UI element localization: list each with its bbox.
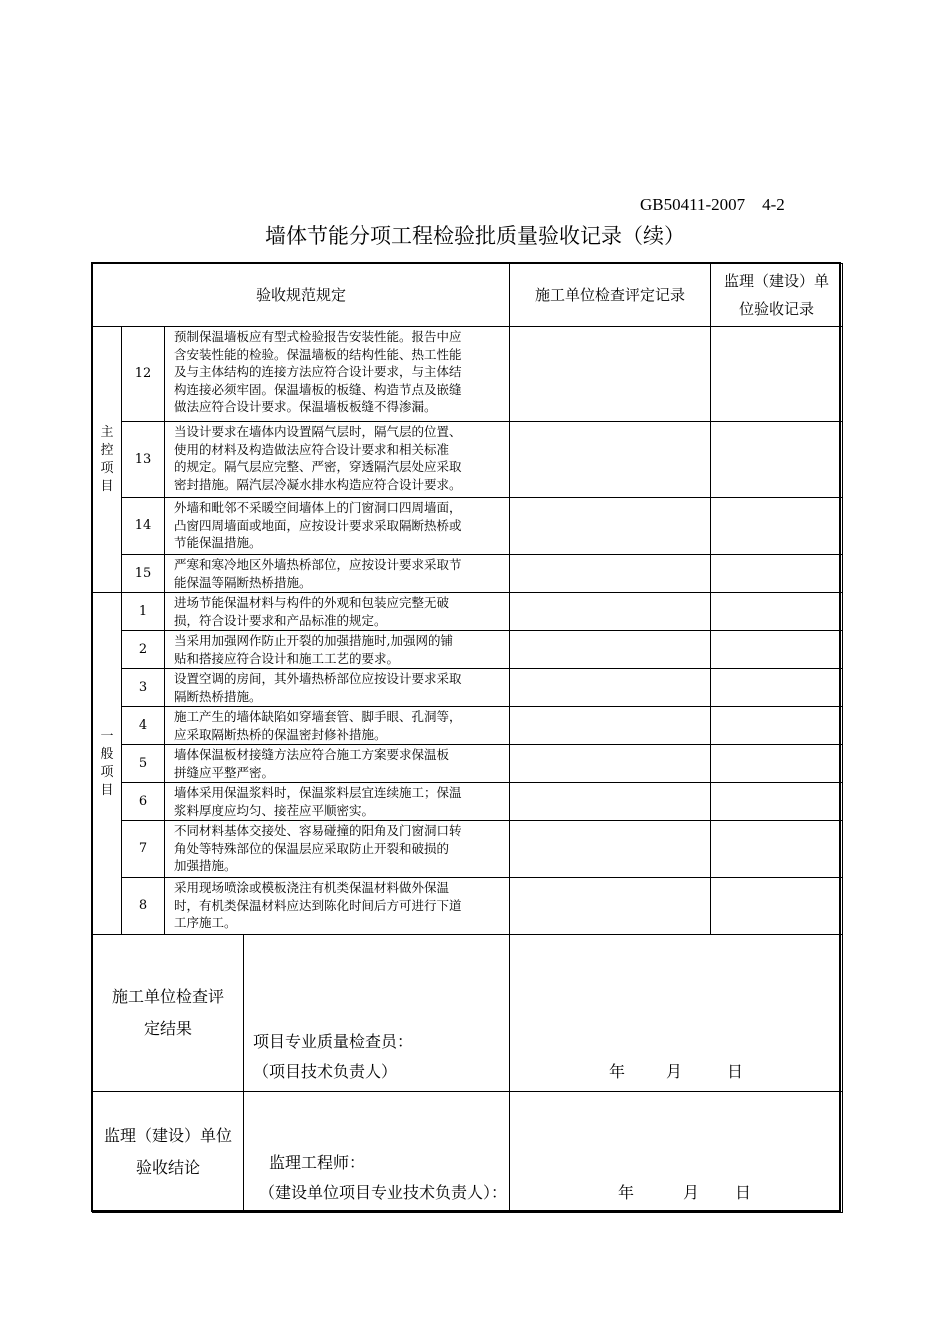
supervisor-record-cell[interactable] (711, 821, 843, 878)
item-number: 4 (122, 707, 165, 745)
engineer-label: 监理工程师： (269, 1153, 366, 1172)
contractor-record-cell[interactable] (510, 327, 711, 422)
item-number: 1 (122, 593, 165, 631)
item-number: 5 (122, 745, 165, 783)
header-supervisor-record (711, 264, 843, 327)
category-char: 项 (100, 764, 114, 780)
table-row (93, 878, 843, 935)
supervisor-conclusion-body[interactable] (244, 1092, 509, 1212)
supervisor-conclusion-cell (93, 1092, 510, 1213)
contractor-record-cell[interactable] (510, 669, 711, 707)
table-row (93, 422, 843, 498)
table-row (93, 745, 843, 783)
item-number: 12 (122, 327, 165, 422)
item-number: 6 (122, 783, 165, 821)
supervisor-record-cell[interactable] (711, 593, 843, 631)
item-description: 设置空调的房间，其外墙热桥部位应按设计要求采取 隔断热桥措施。 (165, 669, 510, 707)
supervisor-conclusion-label-line2: 验收结论 (135, 1158, 200, 1177)
day-label: 日 (727, 1062, 744, 1081)
main-control-category (93, 327, 122, 593)
contractor-result-body[interactable] (244, 935, 509, 1091)
supervisor-record-cell[interactable] (711, 707, 843, 745)
supervisor-record-cell[interactable] (711, 327, 843, 422)
header-supervisor-line2: 位验收记录 (739, 300, 815, 318)
month-label: 月 (666, 1062, 683, 1081)
table-row (93, 593, 843, 631)
month-label: 月 (683, 1183, 700, 1202)
supervisor-record-cell[interactable] (711, 631, 843, 669)
tech-lead-label: （项目技术负责人） (253, 1062, 398, 1081)
table-header-row (93, 264, 843, 327)
header-contractor-record: 施工单位检查评定记录 (510, 264, 711, 327)
supervisor-record-cell[interactable] (711, 878, 843, 935)
supervisor-record-cell[interactable] (711, 669, 843, 707)
contractor-result-date-cell[interactable] (510, 935, 843, 1092)
item-description: 进场节能保温材料与构件的外观和包装应完整无破 损，符合设计要求和产品标准的规定。 (165, 593, 510, 631)
supervisor-record-cell[interactable] (711, 422, 843, 498)
item-description: 当采用加强网作防止开裂的加强措施时,加强网的铺 贴和搭接应符合设计和施工工艺的要求。 (165, 631, 510, 669)
supervisor-conclusion-label-line1: 监理（建设）单位 (103, 1126, 232, 1145)
contractor-record-cell[interactable] (510, 783, 711, 821)
item-description: 当设计要求在墙体内设置隔气层时，隔气层的位置、 使用的材料及构造做法应符合设计要求和相关标准 的规定。隔气层应完整、严密，穿透隔汽层处应采取 密封措施。隔汽层冷凝水排水构造应符合设计要求。 (165, 422, 510, 498)
contractor-result-row (93, 935, 843, 1092)
header-spec: 验收规范规定 (93, 264, 510, 327)
item-number: 2 (122, 631, 165, 669)
contractor-result-cell (93, 935, 510, 1092)
supervisor-record-cell[interactable] (711, 555, 843, 593)
contractor-record-cell[interactable] (510, 745, 711, 783)
year-label: 年 (618, 1183, 635, 1202)
header-supervisor-line1: 监理（建设）单 (724, 272, 830, 290)
contractor-record-cell[interactable] (510, 498, 711, 555)
item-description: 不同材料基体交接处、容易碰撞的阳角及门窗洞口转 角处等特殊部位的保温层应采取防止开裂和破损的 加强措施。 (165, 821, 510, 878)
item-number: 13 (122, 422, 165, 498)
item-description: 采用现场喷涂或模板浇注有机类保温材料做外保温 时，有机类保温材料应达到陈化时间后方可进行下道 工序施工。 (165, 878, 510, 935)
item-description: 外墙和毗邻不采暖空间墙体上的门窗洞口四周墙面， 凸窗四周墙面或地面，应按设计要求采取隔断热桥或 节能保温措施。 (165, 498, 510, 555)
supervisor-conclusion-row (93, 1092, 843, 1213)
supervisor-record-cell[interactable] (711, 498, 843, 555)
category-char: 目 (100, 478, 114, 494)
table-row (93, 783, 843, 821)
table-row (93, 498, 843, 555)
item-number: 8 (122, 878, 165, 935)
inspection-table (92, 263, 843, 1213)
table-row (93, 821, 843, 878)
day-label: 日 (735, 1183, 752, 1202)
contractor-result-label-line1: 施工单位检查评 (111, 987, 224, 1006)
contractor-record-cell[interactable] (510, 422, 711, 498)
item-number: 7 (122, 821, 165, 878)
contractor-record-cell[interactable] (510, 555, 711, 593)
standard-code: GB50411-2007 4-2 (640, 195, 785, 214)
item-description: 墙体保温板材接缝方法应符合施工方案要求保温板 拼缝应平整严密。 (165, 745, 510, 783)
supervisor-record-cell[interactable] (711, 783, 843, 821)
item-description: 预制保温墙板应有型式检验报告安装性能。报告中应 含安装性能的检验。保温墙板的结构性能、热工性能 及与主体结构的连接方法应符合设计要求，与主体结 构连接必须牢固。保温墙板的板缝、构造节点及嵌缝 做法应符合设计要求。保温墙板板缝不得渗漏。 (165, 327, 510, 422)
inspector-label: 项目专业质量检查员： (253, 1032, 414, 1051)
category-char: 一 (100, 728, 114, 744)
supervisor-record-cell[interactable] (711, 745, 843, 783)
table-row (93, 669, 843, 707)
item-description: 施工产生的墙体缺陷如穿墙套管、脚手眼、孔洞等， 应采取隔断热桥的保温密封修补措施。 (165, 707, 510, 745)
category-char: 控 (100, 442, 114, 458)
table-row (93, 707, 843, 745)
item-number: 14 (122, 498, 165, 555)
contractor-record-cell[interactable] (510, 707, 711, 745)
item-description: 严寒和寒冷地区外墙热桥部位，应按设计要求采取节 能保温等隔断热桥措施。 (165, 555, 510, 593)
general-category (93, 593, 122, 935)
contractor-record-cell[interactable] (510, 821, 711, 878)
contractor-result-label (93, 935, 244, 1091)
table-row (93, 555, 843, 593)
category-char: 主 (100, 424, 114, 440)
item-number: 3 (122, 669, 165, 707)
category-char: 目 (100, 782, 114, 798)
contractor-record-cell[interactable] (510, 631, 711, 669)
contractor-record-cell[interactable] (510, 593, 711, 631)
item-description: 墙体采用保温浆料时，保温浆料层宜连续施工；保温 浆料厚度应均匀、接茬应平顺密实。 (165, 783, 510, 821)
contractor-result-label-line2: 定结果 (143, 1019, 192, 1038)
table-row (93, 327, 843, 422)
year-label: 年 (609, 1062, 626, 1081)
supervisor-conclusion-date-cell[interactable] (510, 1092, 843, 1213)
category-char: 般 (100, 746, 114, 762)
item-number: 15 (122, 555, 165, 593)
supervisor-conclusion-label (93, 1092, 244, 1212)
category-char: 项 (100, 460, 114, 476)
page-title: 墙体节能分项工程检验批质量验收记录（续） (265, 224, 685, 248)
table-row (93, 631, 843, 669)
owner-lead-label: （建设单位项目专业技术负责人）： (259, 1183, 508, 1202)
contractor-record-cell[interactable] (510, 878, 711, 935)
